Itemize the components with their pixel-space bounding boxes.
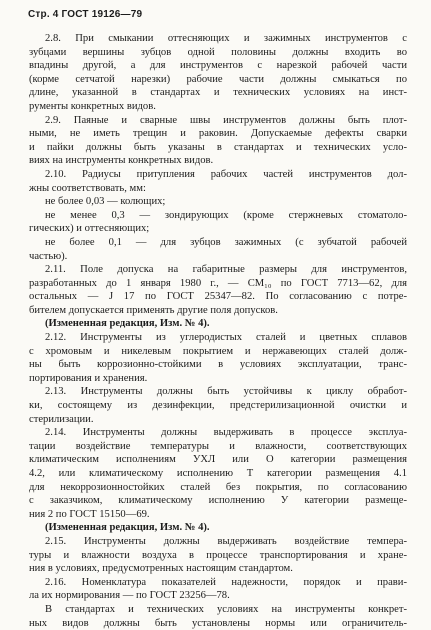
text-line: с заказчиком, климатическому исполнению У категории размеще- — [29, 495, 407, 507]
text-line: 2.16. Номенклатура показателей надежности, порядок и прави- — [45, 576, 407, 588]
text-line: В стандартах и технических условиях на инструменты конкрет- — [45, 603, 407, 615]
text-line: тации воздействие температуры и влажности, соответствующих — [29, 440, 407, 452]
text-line: 2.15. Инструменты должны выдерживать воздействие темпера- — [45, 535, 407, 547]
text-line: 2.14. Инструменты должны выдерживать в процессе эксплуа- — [45, 427, 407, 439]
text-line: гических) и оттесняющих; — [29, 223, 150, 235]
paragraph — [29, 331, 407, 385]
text-line: 2.11. Поле допуска на габаритные размеры для инструментов, — [45, 264, 407, 276]
text-line: ния в условиях, предусмотренных настоящим стандартом. — [29, 563, 293, 575]
text-line: 2.12. Инструменты из углеродистых сталей и цветных сплавов — [45, 332, 407, 344]
text-line: климатическим исполнениям УХЛ или О категории размещения — [29, 454, 407, 466]
paragraph — [29, 317, 407, 331]
text-line: портирования и хранения. — [29, 372, 148, 384]
paragraph — [29, 114, 407, 168]
text-line: не более 0,03 — колющих; — [45, 196, 166, 208]
paragraph — [29, 32, 407, 114]
paragraph — [29, 236, 407, 263]
text-line: 2.9. Паяные и сварные швы инструментов должны быть плот- — [45, 114, 407, 126]
paragraph — [29, 576, 407, 603]
text-line: ными, не иметь трещин и раковин. Допускаемые дефекты сварки — [29, 128, 407, 140]
text-line: виях на инструменты конкретных видов. — [29, 155, 214, 167]
text-line: не более 0,1 — для зубцов зажимных (с зубчатой рабочей — [45, 236, 407, 248]
paragraph — [29, 521, 407, 535]
text-line: 2.8. При смыкании оттесняющих и зажимных инструментов с — [45, 33, 407, 44]
text-line: для некоррозионностойких сталей без покрытия, по согласованию — [29, 481, 407, 493]
text-line: впадины другой, а для инструментов с нарезкой рабочей части — [29, 60, 407, 72]
text-line: ния 2 по ГОСТ 15150—69. — [29, 508, 150, 520]
document-body — [29, 32, 407, 630]
text-line: не менее 0,3 — зондирующих (кроме стержневых стоматоло- — [45, 209, 407, 221]
text-line: рументы конкретных видов. — [29, 100, 156, 112]
text-line: с хромовым и никелевым покрытием и нержавеющих сталей долж- — [29, 345, 407, 357]
text-line: (Измененная редакция, Изм. № 4). — [45, 522, 210, 534]
paragraph — [29, 426, 407, 521]
text-line: туры и влажности воздуха в процессе транспортирования и хране- — [29, 549, 407, 561]
text-line: бителем допускается применять другие поля допусков. — [29, 304, 278, 316]
paragraph — [29, 603, 407, 630]
text-line: 4.2, или климатическому исполнению Т категории размещения 4.1 — [29, 468, 407, 479]
text-line: (корме сетчатой нарезки) рабочие части должны смыкаться по — [29, 73, 407, 85]
text-line: частью). — [29, 250, 68, 262]
paragraph — [29, 168, 407, 195]
text-line: 2.13. Инструменты должны быть устойчивы к циклу обработ- — [45, 386, 407, 398]
text-line: 2.10. Радиусы притупления рабочих частей инструментов дол- — [45, 168, 407, 180]
page-header: Стр. 4 ГОСТ 19126—79 — [28, 9, 143, 20]
paragraph — [29, 195, 407, 209]
paragraph — [29, 385, 407, 426]
text-line: ла их нормирования — по ГОСТ 23256—78. — [29, 590, 230, 602]
text-line: и пайки должны быть указаны в стандартах и технических усло- — [29, 141, 407, 153]
text-line: ны быть коррозионно-стойкими в условиях эксплуатации, транс- — [29, 359, 407, 371]
text-line: ных видов должны быть установлены нормы или ограничитель- — [29, 617, 407, 629]
text-line: остальных — J 17 по ГОСТ 25347—82. По согласованию с потре- — [29, 291, 407, 303]
text-line: жны соответствовать, мм: — [29, 182, 146, 194]
text-line: ки, состоящему из дезинфекции, предстерилизационной очистки и — [29, 400, 407, 412]
text-line: стерилизации. — [29, 413, 94, 425]
text-line: зубцами вершины зубцов одной половины должны входить во — [29, 46, 407, 58]
text-line: длине, указанной в стандартах и технических условиях на инст- — [29, 87, 407, 99]
text-line: разработанных до 1 января 1980 г., — CM₁₀ по ГОСТ 7713—62, для — [29, 277, 407, 289]
paragraph — [29, 263, 407, 317]
paragraph — [29, 209, 407, 236]
text-line: (Измененная редакция, Изм. № 4). — [45, 318, 210, 330]
paragraph — [29, 535, 407, 576]
